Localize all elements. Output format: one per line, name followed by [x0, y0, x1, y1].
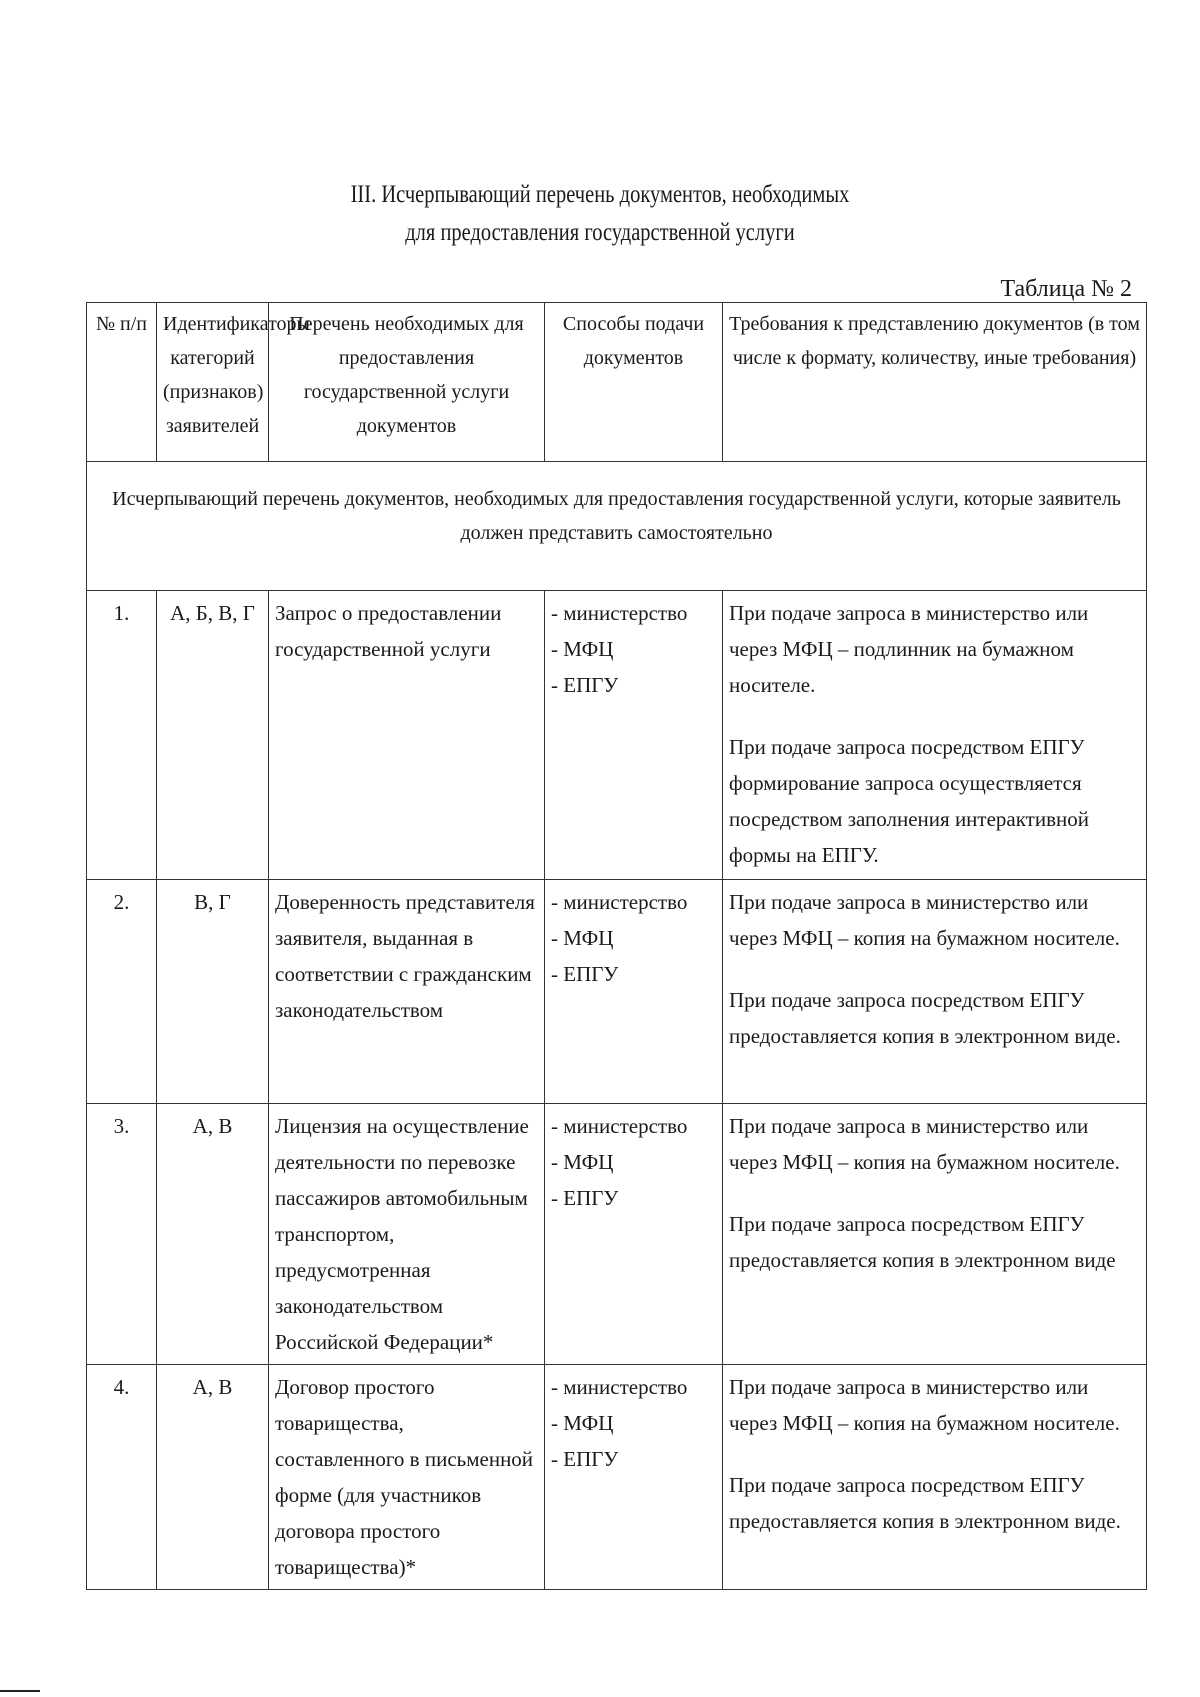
way-item: - министерство [551, 601, 688, 625]
table-caption: Таблица № 2 [1000, 276, 1132, 302]
row-category: В, Г [157, 880, 269, 1104]
way-item: - министерство [551, 890, 688, 914]
row-document: Договор простого товарищества, составленного в письменной форме (для участников договора простого товарищества)* [269, 1365, 545, 1590]
header-documents: Перечень необходимых для предоставления государственной услуги документов [269, 303, 545, 462]
row-ways [545, 1104, 723, 1365]
section-row [87, 462, 1147, 591]
way-item: - ЕПГУ [551, 1447, 619, 1471]
way-item: - министерство [551, 1114, 688, 1138]
requirement-paper: При подаче запроса в министерство или через МФЦ – копия на бумажном носителе. [729, 1375, 1120, 1435]
section-text: Исчерпывающий перечень документов, необходимых для предоставления государственной услуги, которые заявитель должен представить самостоятельно [87, 462, 1147, 591]
documents-table [86, 302, 1147, 1590]
scan-edge-mark [0, 1690, 40, 1692]
table-row [87, 880, 1147, 1104]
requirement-paper: При подаче запроса в министерство или через МФЦ – подлинник на бумажном носителе. [729, 601, 1089, 697]
way-item: - МФЦ [551, 926, 614, 950]
row-ways [545, 1365, 723, 1590]
way-item: - министерство [551, 1375, 688, 1399]
way-item: - МФЦ [551, 1411, 614, 1435]
header-ways: Способы подачи документов [545, 303, 723, 462]
table-row [87, 1104, 1147, 1365]
row-document: Доверенность представителя заявителя, выданная в соответствии с гражданским законодательством [269, 880, 545, 1104]
row-document: Запрос о предоставлении государственной услуги [269, 591, 545, 880]
row-ways [545, 591, 723, 880]
row-category: А, В [157, 1104, 269, 1365]
way-item: - ЕПГУ [551, 673, 619, 697]
way-item: - ЕПГУ [551, 962, 619, 986]
requirement-electronic: При подаче запроса посредством ЕПГУ предоставляется копия в электронном виде. [729, 988, 1121, 1048]
way-item: - ЕПГУ [551, 1186, 619, 1210]
page-title-line-1: III. Исчерпывающий перечень документов, необходимых [350, 181, 850, 208]
table-row [87, 591, 1147, 880]
row-requirements [723, 1365, 1147, 1590]
row-num: 1. [87, 591, 157, 880]
row-requirements [723, 591, 1147, 880]
page-title [0, 176, 1200, 252]
header-requirements: Требования к представлению документов (в том числе к формату, количеству, иные требования) [723, 303, 1147, 462]
row-category: А, В [157, 1365, 269, 1590]
table-header-row [87, 303, 1147, 462]
page-title-line-2: для предоставления государственной услуги [405, 219, 795, 246]
row-num: 4. [87, 1365, 157, 1590]
requirement-paper: При подаче запроса в министерство или через МФЦ – копия на бумажном носителе. [729, 890, 1120, 950]
way-item: - МФЦ [551, 637, 614, 661]
row-document: Лицензия на осуществление деятельности по перевозке пассажиров автомобильным транспортом, предусмотренная законодательством Российской Федерации* [269, 1104, 545, 1365]
requirement-electronic: При подаче запроса посредством ЕПГУ формирование запроса осуществляется посредством заполнения интерактивной формы на ЕПГУ. [729, 735, 1089, 867]
header-category: Идентификаторы категорий (признаков) заявителей [157, 303, 269, 462]
row-num: 3. [87, 1104, 157, 1365]
requirement-electronic: При подаче запроса посредством ЕПГУ предоставляется копия в электронном виде. [729, 1473, 1121, 1533]
row-requirements [723, 1104, 1147, 1365]
requirement-electronic: При подаче запроса посредством ЕПГУ предоставляется копия в электронном виде [729, 1212, 1116, 1272]
table-row [87, 1365, 1147, 1590]
row-ways [545, 880, 723, 1104]
requirement-paper: При подаче запроса в министерство или через МФЦ – копия на бумажном носителе. [729, 1114, 1120, 1174]
header-num: № п/п [87, 303, 157, 462]
way-item: - МФЦ [551, 1150, 614, 1174]
row-category: А, Б, В, Г [157, 591, 269, 880]
row-requirements [723, 880, 1147, 1104]
row-num: 2. [87, 880, 157, 1104]
